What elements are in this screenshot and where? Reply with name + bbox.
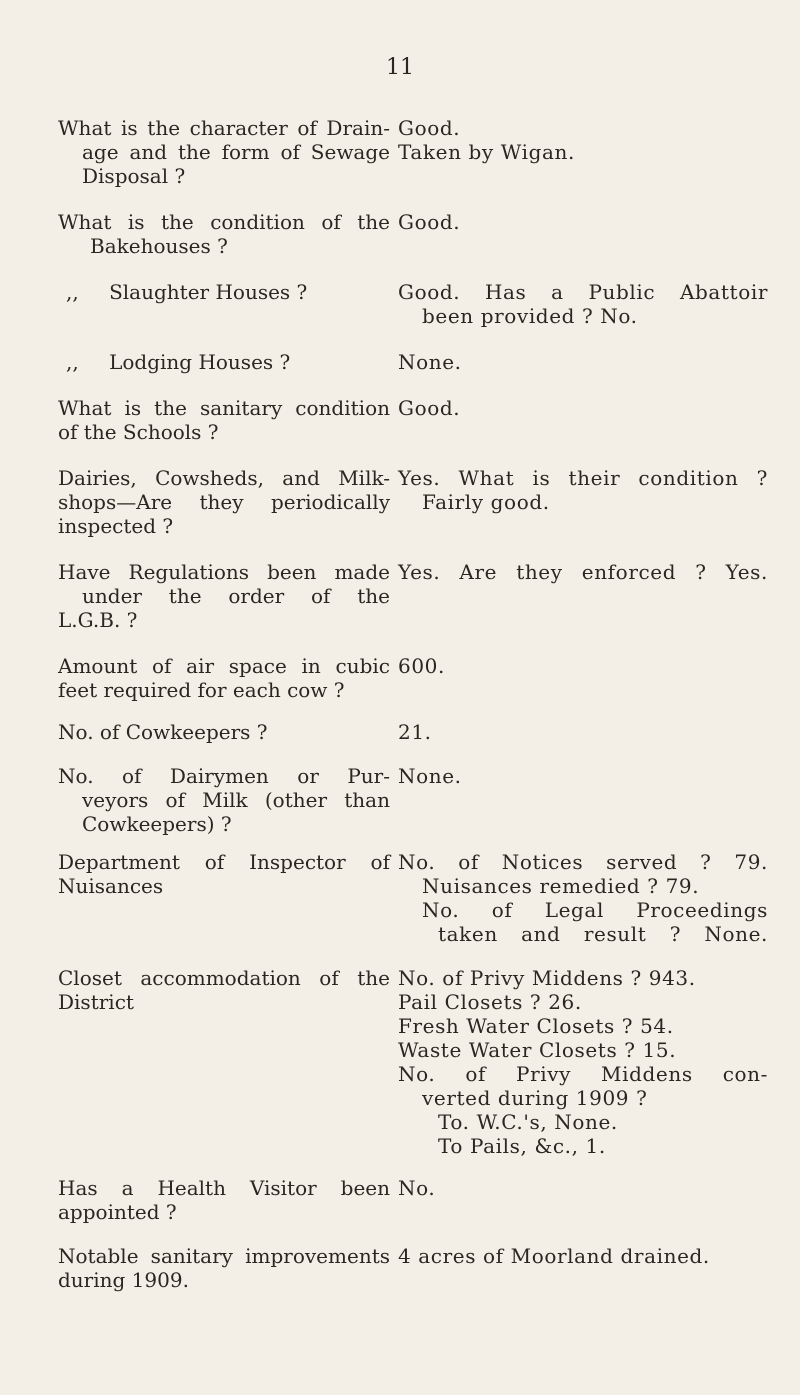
entry-dairymen: [58, 764, 768, 836]
answer-line: Good.: [398, 396, 461, 420]
entry-schools: [58, 396, 768, 444]
question-inspector-of-nuisances: [58, 850, 390, 898]
entry-regulations: [58, 560, 768, 632]
question-bakehouses: [58, 210, 390, 258]
answer-line: Waste Water Closets ? 15.: [398, 1038, 677, 1062]
answer-line: 4 acres of Moorland drained.: [398, 1244, 710, 1268]
answer-line: To Pails, &c., 1.: [438, 1134, 606, 1158]
question-line: District: [58, 990, 134, 1014]
entry-lodging-houses: [58, 350, 768, 374]
entry-drainage: [58, 116, 768, 188]
answer-line: Yes. What is their condition ?: [398, 466, 768, 490]
entry-health-visitor: [58, 1176, 768, 1224]
answer-line: been provided ? No.: [422, 304, 638, 328]
question-line: No. of Cowkeepers ?: [58, 720, 268, 744]
answer-slaughter-houses: [398, 280, 768, 328]
question-line: Department of Inspector of: [58, 850, 390, 874]
question-dairies: [58, 466, 390, 538]
question-line: Cowkeepers) ?: [82, 812, 232, 836]
question-line: shops—Are they periodically: [58, 490, 390, 514]
answer-dairies: [398, 466, 768, 514]
answer-lodging-houses: [398, 350, 768, 374]
answer-cowkeepers: [398, 720, 768, 744]
answer-line: None.: [398, 764, 462, 788]
question-cowkeepers: [58, 720, 390, 744]
page-number: 11: [386, 55, 414, 80]
question-line: Amount of air space in cubic: [58, 654, 390, 678]
entry-closet-accommodation: [58, 966, 768, 1158]
answer-health-visitor: [398, 1176, 768, 1200]
question-line: appointed ?: [58, 1200, 177, 1224]
entry-inspector-of-nuisances: [58, 850, 768, 946]
ditto-mark: ,,: [66, 280, 79, 304]
answer-drainage: [398, 116, 768, 164]
question-line: L.G.B. ?: [58, 608, 138, 632]
answer-line: Yes. Are they enforced ? Yes.: [398, 560, 768, 584]
question-line: during 1909.: [58, 1268, 189, 1292]
question-closet-accommodation: [58, 966, 390, 1014]
answer-bakehouses: [398, 210, 768, 234]
question-line: Have Regulations been made: [58, 560, 390, 584]
answer-line: 21.: [398, 720, 432, 744]
question-text: Lodging Houses ?: [109, 350, 291, 374]
question-line: Has a Health Visitor been: [58, 1176, 390, 1200]
answer-line: Pail Closets ? 26.: [398, 990, 582, 1014]
answer-dairymen: [398, 764, 768, 788]
answer-line: No. of Privy Middens con-: [398, 1062, 768, 1086]
question-line: No. of Dairymen or Pur-: [58, 764, 390, 788]
answer-line: Fresh Water Closets ? 54.: [398, 1014, 674, 1038]
answer-sanitary-improvements: [398, 1244, 768, 1268]
question-line: veyors of Milk (other than: [82, 788, 390, 812]
answer-line: 600.: [398, 654, 445, 678]
answer-line: No. of Legal Proceedings: [422, 898, 768, 922]
question-line: What is the sanitary condition: [58, 396, 390, 420]
question-health-visitor: [58, 1176, 390, 1224]
question-line: age and the form of Sewage: [82, 140, 390, 164]
entry-sanitary-improvements: [58, 1244, 768, 1292]
question-line: inspected ?: [58, 514, 174, 538]
question-line: of the Schools ?: [58, 420, 219, 444]
question-line: Nuisances: [58, 874, 164, 898]
answer-line: Good.: [398, 210, 461, 234]
entry-air-space: [58, 654, 768, 702]
question-line: [58, 280, 390, 304]
question-sanitary-improvements: [58, 1244, 390, 1292]
question-lodging-houses: [58, 350, 390, 374]
answer-line: Fairly good.: [422, 490, 550, 514]
answer-inspector-of-nuisances: [398, 850, 768, 946]
entry-slaughter-houses: [58, 280, 768, 328]
answer-regulations: [398, 560, 768, 584]
question-line: feet required for each cow ?: [58, 678, 345, 702]
question-line: [58, 350, 390, 374]
answer-line: No.: [398, 1176, 436, 1200]
ditto-mark: ,,: [66, 350, 79, 374]
answer-line: No. of Privy Middens ? 943.: [398, 966, 696, 990]
question-text: Slaughter Houses ?: [109, 280, 308, 304]
question-line: under the order of the: [82, 584, 390, 608]
answer-air-space: [398, 654, 768, 678]
entry-cowkeepers: [58, 720, 768, 744]
answer-closet-accommodation: [398, 966, 768, 1158]
question-regulations: [58, 560, 390, 632]
answer-line: taken and result ? None.: [438, 922, 768, 946]
question-dairymen: [58, 764, 390, 836]
question-line: Closet accommodation of the: [58, 966, 390, 990]
question-drainage: [58, 116, 390, 188]
answer-schools: [398, 396, 768, 420]
question-line: Notable sanitary improvements: [58, 1244, 390, 1268]
question-line: What is the character of Drain-: [58, 116, 390, 140]
question-slaughter-houses: [58, 280, 390, 304]
answer-line: Taken by Wigan.: [398, 140, 575, 164]
answer-line: None.: [398, 350, 462, 374]
answer-line: Nuisances remedied ? 79.: [422, 874, 700, 898]
answer-line: Good. Has a Public Abattoir: [398, 280, 768, 304]
entry-dairies: [58, 466, 768, 538]
question-air-space: [58, 654, 390, 702]
question-line: Bakehouses ?: [90, 234, 228, 258]
question-answer-list: [58, 116, 768, 1292]
answer-line: To. W.C.'s, None.: [438, 1110, 618, 1134]
question-line: Dairies, Cowsheds, and Milk-: [58, 466, 390, 490]
question-schools: [58, 396, 390, 444]
entry-bakehouses: [58, 210, 768, 258]
answer-line: No. of Notices served ? 79.: [398, 850, 768, 874]
answer-line: verted during 1909 ?: [422, 1086, 648, 1110]
answer-line: Good.: [398, 116, 461, 140]
question-line: Disposal ?: [82, 164, 186, 188]
question-line: What is the condition of the: [58, 210, 390, 234]
